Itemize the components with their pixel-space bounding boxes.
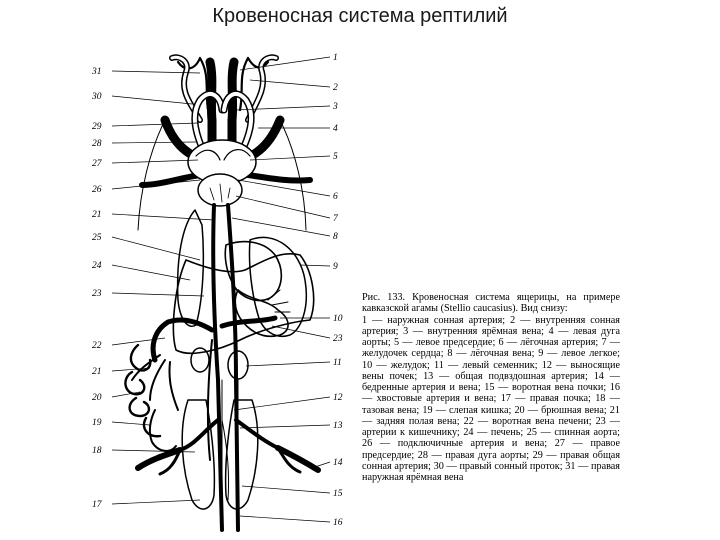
label-24: 24 (92, 261, 102, 271)
figure-caption (362, 292, 620, 483)
page-title: Кровеносная система рептилий (212, 5, 508, 27)
label-17: 17 (92, 500, 102, 510)
label-29: 29 (92, 122, 102, 132)
right-lung (178, 210, 204, 326)
label-20: 20 (92, 393, 102, 403)
label-11: 11 (333, 358, 342, 368)
label-26: 26 (92, 185, 102, 195)
label-21-bottom: 21 (92, 367, 102, 377)
label-23-left: 23 (92, 289, 102, 299)
liver (173, 254, 313, 353)
callout-labels (91, 53, 343, 528)
label-12: 12 (333, 393, 343, 403)
posterior-vena-cava (228, 205, 238, 530)
label-1: 1 (333, 53, 338, 63)
label-23-right: 23 (333, 334, 343, 344)
right-testis (191, 348, 209, 372)
label-13: 13 (333, 421, 343, 431)
label-15: 15 (333, 489, 343, 499)
heart-ventricle (198, 174, 242, 206)
label-4: 4 (333, 124, 338, 134)
label-8: 8 (333, 232, 338, 242)
label-2: 2 (333, 83, 338, 93)
label-5: 5 (333, 152, 338, 162)
label-25: 25 (92, 233, 102, 243)
label-28: 28 (92, 139, 102, 149)
label-21-top: 21 (92, 210, 102, 220)
label-3: 3 (333, 102, 338, 112)
label-6: 6 (333, 192, 338, 202)
label-14: 14 (333, 458, 343, 468)
label-9: 9 (333, 262, 338, 272)
label-16: 16 (333, 518, 343, 528)
label-10: 10 (333, 314, 343, 324)
label-30: 30 (92, 92, 102, 102)
caption-body: 1 — наружная сонная артерия; 2 — внутренняя сонная артерия; 3 — внутренняя ярёмная вена; 4 — левая дуга аорты; 5 — левое предсердие; 6 — лёгочная артерия; 7 — желудочек сердца; 8 — лёгочная вена; 9 — левое легкое; 10 — желудок; 11 — левый семенник; 12 — выносящие вены почек; 13 — общая подвздошная артерия; 14 — бедренные артерия и вена; 15 — воротная вена почки; 16 — хвостовые артерия и вена; 17 — правая почка; 18 — тазовая вена; 19 — слепая кишка; 20 — брюшная вена; 21 — задняя полая вена; 22 — воротная вена печени; 23 — артерии к кишечнику; 24 — печень; 25 — спинная аорта; 26 — подключичные артерия и вена; 27 — правое предсердие; 28 — правая дуга аорты; 29 — правая общая сонная артерия; 30 — правый сонный проток; 31 — правая наружная ярёмная вена (362, 314, 620, 483)
label-22: 22 (92, 341, 102, 351)
label-27: 27 (92, 159, 102, 169)
label-31: 31 (92, 67, 102, 77)
stomach (235, 290, 288, 336)
label-18: 18 (92, 446, 102, 456)
label-19: 19 (92, 418, 102, 428)
left-testis (228, 351, 248, 379)
hepatic-portal-vein (153, 320, 212, 360)
label-7: 7 (333, 214, 338, 224)
caption-title: Рис. 133. Кровеносная система ящерицы, на примере кавказской агамы (Stellio caucasius). Вид снизу: (362, 292, 620, 315)
